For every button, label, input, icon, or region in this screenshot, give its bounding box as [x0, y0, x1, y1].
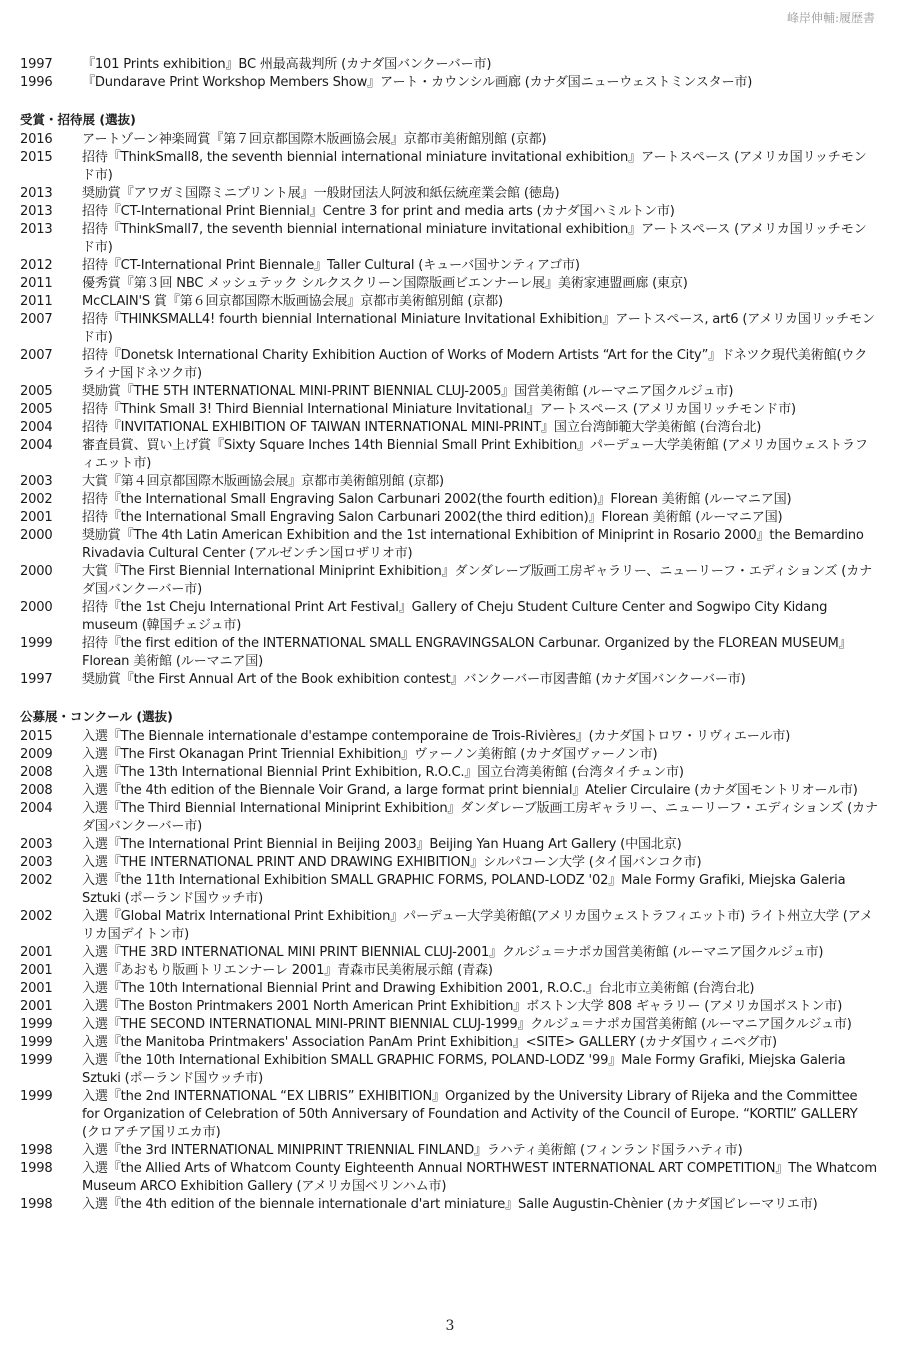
- entry-text: 招待『CT-International Print Biennial』Centre 3 for print and media arts (カナダ国ハミルトン市): [82, 204, 675, 219]
- entry-text: 大賞『第４回京都国際木版画協会展』京都市美術館別館 (京都): [82, 474, 444, 489]
- entry-year: 2013: [20, 204, 53, 219]
- list-item: [20, 908, 878, 944]
- list-item: [20, 1016, 878, 1034]
- entry-year: 2000: [20, 600, 53, 615]
- entry-year: 2000: [20, 564, 53, 579]
- list-item: [20, 437, 878, 473]
- entry-year: 2008: [20, 765, 53, 780]
- awards-section-title: 受賞・招待展 (選抜): [20, 112, 136, 127]
- entry-text: 『Dundarave Print Workshop Members Show』アート・カウンシル画廊 (カナダ国ニューウェストミンスター市): [82, 75, 753, 90]
- list-item: [20, 131, 878, 149]
- entry-text: 入選『The 10th International Biennial Print and Drawing Exhibition 2001, R.O.C.』台北市立美術館 (台湾台北): [82, 981, 755, 996]
- list-item: [20, 872, 878, 908]
- entry-year: 2005: [20, 402, 53, 417]
- entry-text: 入選『The Boston Printmakers 2001 North American Print Exhibition』ボストン大学 808 ギャラリー (アメリカ国ボストン市): [82, 999, 843, 1014]
- entry-year: 2007: [20, 348, 53, 363]
- entry-year: 2004: [20, 438, 53, 453]
- entry-text: 入選『The International Print Biennial in Beijing 2003』Beijing Yan Huang Art Gallery (中国北京): [82, 837, 682, 852]
- list-item: [20, 635, 878, 671]
- entry-text: 入選『あおもり版画トリエンナーレ 2001』青森市民美術展示館 (青森): [82, 963, 493, 978]
- entry-text: 招待『Think Small 3! Third Biennial International Miniature Invitational』アートスペース (アメリカ国リッチモンド市): [82, 402, 796, 417]
- entry-year: 1996: [20, 75, 53, 90]
- entry-text: 入選『THE SECOND INTERNATIONAL MINI-PRINT BIENNIAL CLUJ-1999』クルジュ＝ナポカ国営美術館 (ルーマニア国クルジュ市): [82, 1017, 852, 1032]
- list-item: [20, 509, 878, 527]
- entry-text: 入選『the 3rd INTERNATIONAL MINIPRINT TRIENNIAL FINLAND』ラハティ美術館 (フィンランド国ラハティ市): [82, 1143, 743, 1158]
- entry-text: 入選『the 11th International Exhibition SMALL GRAPHIC FORMS, POLAND-LODZ '02』Male Formy Grafiki, Miejska Galeria Sztuki (ポーランド国ウッチ市): [82, 873, 846, 906]
- entry-year: 2004: [20, 420, 53, 435]
- entry-year: 2005: [20, 384, 53, 399]
- list-item: [20, 728, 878, 746]
- list-item: [20, 1160, 878, 1196]
- entry-year: 2004: [20, 801, 53, 816]
- page-header: 峰岸伸輔:履歴書: [786, 11, 875, 25]
- entry-text: 招待『THINKSMALL4! fourth biennial International Miniature Invitational Exhibition』アートスペース, art6 (アメリカ国リッチモンド市): [82, 312, 875, 345]
- entry-text: 審査員賞、買い上げ賞『Sixty Square Inches 14th Biennial Small Print Exhibition』パーデュー大学美術館 (アメリカ国ウェストラフィエット市): [82, 438, 868, 471]
- list-item: [20, 962, 878, 980]
- list-item: [20, 419, 878, 437]
- entry-year: 1999: [20, 636, 53, 651]
- entry-text: 入選『the 4th edition of the Biennale Voir Grand, a large format print biennial』Atelier Circulaire (カナダ国モントリオール市): [82, 783, 858, 798]
- entry-year: 2003: [20, 837, 53, 852]
- list-item: [20, 527, 878, 563]
- entry-text: 招待『the International Small Engraving Salon Carbunari 2002(the third edition)』Florean 美術館 (ルーマニア国): [82, 510, 783, 525]
- page-number: 3: [445, 1318, 455, 1334]
- entry-year: 1997: [20, 672, 53, 687]
- entry-year: 1998: [20, 1197, 53, 1212]
- list-item: [20, 1142, 878, 1160]
- entry-year: 2001: [20, 999, 53, 1014]
- entry-year: 2013: [20, 186, 53, 201]
- entry-text: 招待『CT-International Print Biennale』Taller Cultural (キューバ国サンティアゴ市): [82, 258, 580, 273]
- entry-year: 2016: [20, 132, 53, 147]
- list-item: [20, 1052, 878, 1088]
- list-item: [20, 836, 878, 854]
- entry-year: 2011: [20, 276, 53, 291]
- list-item: [20, 347, 878, 383]
- list-item: [20, 74, 878, 92]
- entry-year: 2015: [20, 729, 53, 744]
- list-item: [20, 221, 878, 257]
- entry-year: 2003: [20, 474, 53, 489]
- entry-year: 2000: [20, 528, 53, 543]
- list-item: [20, 401, 878, 419]
- list-item: [20, 1088, 878, 1142]
- entry-text: 奨励賞『THE 5TH INTERNATIONAL MINI-PRINT BIENNIAL CLUJ-2005』国営美術館 (ルーマニア国クルジュ市): [82, 384, 734, 399]
- entry-year: 1999: [20, 1017, 53, 1032]
- entry-text: 奨励賞『the First Annual Art of the Book exhibition contest』バンクーバー市図書館 (カナダ国バンクーバー市): [82, 672, 746, 687]
- entry-text: 『101 Prints exhibition』BC 州最高裁判所 (カナダ国バンクーバー市): [82, 57, 492, 72]
- entry-text: 招待『INVITATIONAL EXHIBITION OF TAIWAN INTERNATIONAL MINI-PRINT』国立台湾師範大学美術館 (台湾台北): [82, 420, 762, 435]
- entry-text: 入選『Global Matrix International Print Exhibition』パーデュー大学美術館(アメリカ国ウェストラフィエット市) ライト州立大学 (アメリカ国デイトン市): [82, 909, 873, 942]
- entry-year: 1999: [20, 1089, 53, 1104]
- entry-text: 招待『the first edition of the INTERNATIONAL SMALL ENGRAVINGSALON Carbunar. Organized by the FLOREAN MUSEUM』Florean 美術館 (ルーマニア国): [82, 636, 852, 669]
- entry-text: 招待『ThinkSmall8, the seventh biennial international miniature invitational exhibition』アートスペース (アメリカ国リッチモンド市): [82, 150, 867, 183]
- entry-year: 2008: [20, 783, 53, 798]
- entry-year: 1997: [20, 57, 53, 72]
- entry-year: 2011: [20, 294, 53, 309]
- resume-content: [20, 56, 878, 1214]
- list-item: [20, 746, 878, 764]
- list-item: [20, 275, 878, 293]
- entry-year: 2012: [20, 258, 53, 273]
- entry-year: 2001: [20, 981, 53, 996]
- entry-text: アートゾーン神楽岡賞『第７回京都国際木版画協会展』京都市美術館別館 (京都): [82, 132, 547, 147]
- entry-year: 2013: [20, 222, 53, 237]
- entry-text: 優秀賞『第３回 NBC メッシュテック シルクスクリーン国際版画ビエンナーレ展』美術家連盟画廊 (東京): [82, 276, 688, 291]
- awards-list: [20, 131, 878, 689]
- list-item: [20, 1034, 878, 1052]
- entry-text: 招待『Donetsk International Charity Exhibition Auction of Works of Modern Artists “Art for the City”』ドネツク現代美術館(ウクライナ国ドネツク市): [82, 348, 868, 381]
- entry-text: 奨励賞『The 4th Latin American Exhibition and the 1st international Exhibition of Miniprint in Rosario 2000』the Bemardino Rivadavia Cultural Center (アルゼンチン国ロザリオ市): [82, 528, 864, 561]
- entry-year: 2009: [20, 747, 53, 762]
- list-item: [20, 944, 878, 962]
- list-item: [20, 185, 878, 203]
- entry-year: 1998: [20, 1143, 53, 1158]
- entry-year: 2015: [20, 150, 53, 165]
- entry-text: 入選『The First Okanagan Print Triennial Exhibition』ヴァーノン美術館 (カナダ国ヴァーノン市): [82, 747, 658, 762]
- intro-list: [20, 56, 878, 92]
- list-item: [20, 764, 878, 782]
- entry-year: 2003: [20, 855, 53, 870]
- list-item: [20, 257, 878, 275]
- entry-text: 大賞『The First Biennial International Miniprint Exhibition』ダンダレーブ版画工房ギャラリー、ニューリーフ・エディションズ (カナダ国バンクーバー市): [82, 564, 873, 597]
- list-item: [20, 599, 878, 635]
- entry-text: 入選『The 13th International Biennial Print Exhibition, R.O.C.』国立台湾美術館 (台湾タイチュン市): [82, 765, 684, 780]
- list-item: [20, 800, 878, 836]
- entry-text: 奨励賞『アワガミ国際ミニプリント展』一般財団法人阿波和紙伝統産業会館 (徳島): [82, 186, 560, 201]
- entry-year: 2002: [20, 492, 53, 507]
- entry-year: 1999: [20, 1035, 53, 1050]
- list-item: [20, 854, 878, 872]
- entry-text: 入選『the 10th International Exhibition SMALL GRAPHIC FORMS, POLAND-LODZ '99』Male Formy Grafiki, Miejska Galeria Sztuki (ポーランド国ウッチ市): [82, 1053, 846, 1086]
- list-item: [20, 473, 878, 491]
- entry-year: 2001: [20, 510, 53, 525]
- list-item: [20, 149, 878, 185]
- entry-year: 2007: [20, 312, 53, 327]
- list-item: [20, 56, 878, 74]
- entry-year: 2002: [20, 909, 53, 924]
- entry-text: 入選『The Third Biennial International Miniprint Exhibition』ダンダレーブ版画工房ギャラリー、ニューリーフ・エディションズ (カナダ国バンクーバー市): [82, 801, 878, 834]
- entry-year: 1998: [20, 1161, 53, 1176]
- entry-text: 入選『THE 3RD INTERNATIONAL MINI PRINT BIENNIAL CLUJ-2001』クルジュ＝ナポカ国営美術館 (ルーマニア国クルジュ市): [82, 945, 824, 960]
- entry-text: 招待『the International Small Engraving Salon Carbunari 2002(the fourth edition)』Florean 美術館 (ルーマニア国): [82, 492, 792, 507]
- list-item: [20, 1196, 878, 1214]
- list-item: [20, 293, 878, 311]
- list-item: [20, 782, 878, 800]
- list-item: [20, 671, 878, 689]
- entry-year: 2002: [20, 873, 53, 888]
- entry-year: 1999: [20, 1053, 53, 1068]
- entry-text: 招待『ThinkSmall7, the seventh biennial international miniature invitational exhibition』アートスペース (アメリカ国リッチモンド市): [82, 222, 867, 255]
- contests-section-title: 公募展・コンクール (選抜): [20, 709, 173, 724]
- entry-year: 2001: [20, 963, 53, 978]
- entry-text: 入選『the Allied Arts of Whatcom County Eighteenth Annual NORTHWEST INTERNATIONAL ART COMPETITION』The Whatcom Museum ARCO Exhibition Gallery (アメリカ国ベリンハム市): [82, 1161, 877, 1194]
- entry-year: 2001: [20, 945, 53, 960]
- entry-text: 入選『the 2nd INTERNATIONAL “EX LIBRIS” EXHIBITION』Organized by the University Library of Rijeka and the Committee for Organization of Celebration of 50th Anniversary of Foundation and Activity of the Council of Europe. “KORTIL” GALLERY (クロアチア国リエカ市): [82, 1089, 858, 1140]
- list-item: [20, 980, 878, 998]
- entry-text: McCLAIN'S 賞『第６回京都国際木版画協会展』京都市美術館別館 (京都): [82, 294, 503, 309]
- entry-text: 入選『the Manitoba Printmakers' Association PanAm Print Exhibition』<SITE> GALLERY (カナダ国ウィニペグ市): [82, 1035, 777, 1050]
- entry-text: 入選『The Biennale internationale d'estampe contemporaine de Trois-Rivières』(カナダ国トロワ・リヴィエール市): [82, 729, 791, 744]
- list-item: [20, 203, 878, 221]
- contests-list: [20, 728, 878, 1214]
- list-item: [20, 311, 878, 347]
- list-item: [20, 563, 878, 599]
- entry-text: 入選『THE INTERNATIONAL PRINT AND DRAWING EXHIBITION』シルパコーン大学 (タイ国バンコク市): [82, 855, 702, 870]
- list-item: [20, 998, 878, 1016]
- list-item: [20, 491, 878, 509]
- list-item: [20, 383, 878, 401]
- entry-text: 入選『the 4th edition of the biennale internationale d'art miniature』Salle Augustin-Chènier (カナダ国ビレーマリエ市): [82, 1197, 818, 1212]
- entry-text: 招待『the 1st Cheju International Print Art Festival』Gallery of Cheju Student Culture Center and Sogwipo City Kidang museum (韓国チェジュ市): [82, 600, 828, 633]
